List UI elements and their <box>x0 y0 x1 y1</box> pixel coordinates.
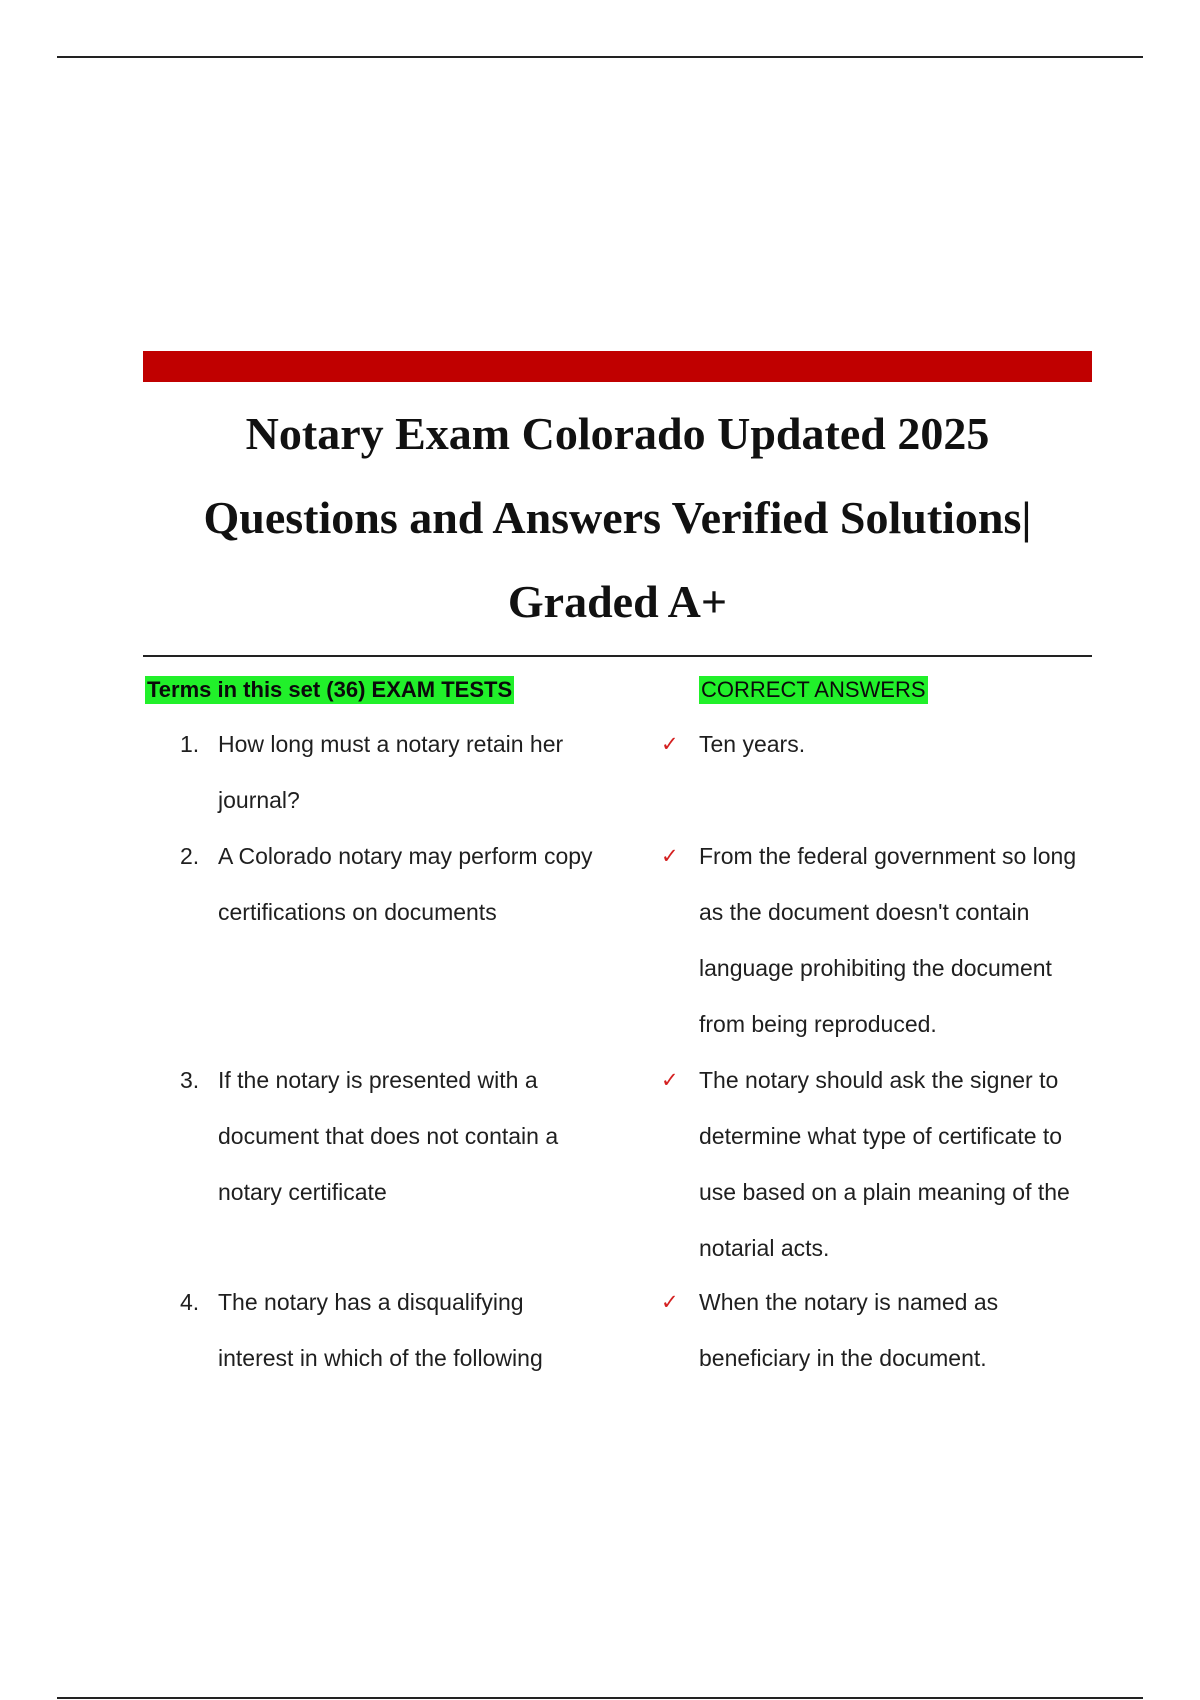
document-title <box>143 392 1092 644</box>
title-underline-rule <box>143 655 1092 657</box>
question-number: 2. <box>180 843 200 869</box>
question-number: 3. <box>180 1067 200 1093</box>
page-bottom-rule <box>57 1697 1143 1699</box>
answer-text: The notary should ask the signer to determine what type of certificate to use based on a plain meaning of the notarial acts. <box>699 1067 1070 1261</box>
question-text: How long must a notary retain her journal? <box>218 731 564 813</box>
title-line-3: Graded A+ <box>507 576 728 627</box>
question-text: If the notary is presented with a document that does not contain a notary certificate <box>218 1067 559 1205</box>
check-icon: ✓ <box>661 1290 679 1314</box>
check-icon: ✓ <box>661 732 679 756</box>
title-line-2: Questions and Answers Verified Solutions| <box>203 492 1032 543</box>
answer-text: When the notary is named as beneficiary in the document. <box>699 1289 999 1371</box>
question-text: A Colorado notary may perform copy certifications on documents <box>218 843 593 925</box>
title-line-1: Notary Exam Colorado Updated 2025 <box>245 408 990 459</box>
page-top-rule <box>57 56 1143 58</box>
answer-text: Ten years. <box>699 731 806 757</box>
terms-heading: Terms in this set (36) EXAM TESTS <box>147 677 513 702</box>
check-icon: ✓ <box>661 844 679 868</box>
question-number: 1. <box>180 731 200 757</box>
question-number: 4. <box>180 1289 200 1315</box>
question-text: The notary has a disqualifying interest in which of the following <box>218 1289 543 1371</box>
answer-text: From the federal government so long as the document doesn't contain language prohibiting the document from being reproduced. <box>699 843 1077 1037</box>
check-icon: ✓ <box>661 1068 679 1092</box>
title-red-bar <box>143 351 1092 382</box>
answers-heading: CORRECT ANSWERS <box>701 677 926 702</box>
